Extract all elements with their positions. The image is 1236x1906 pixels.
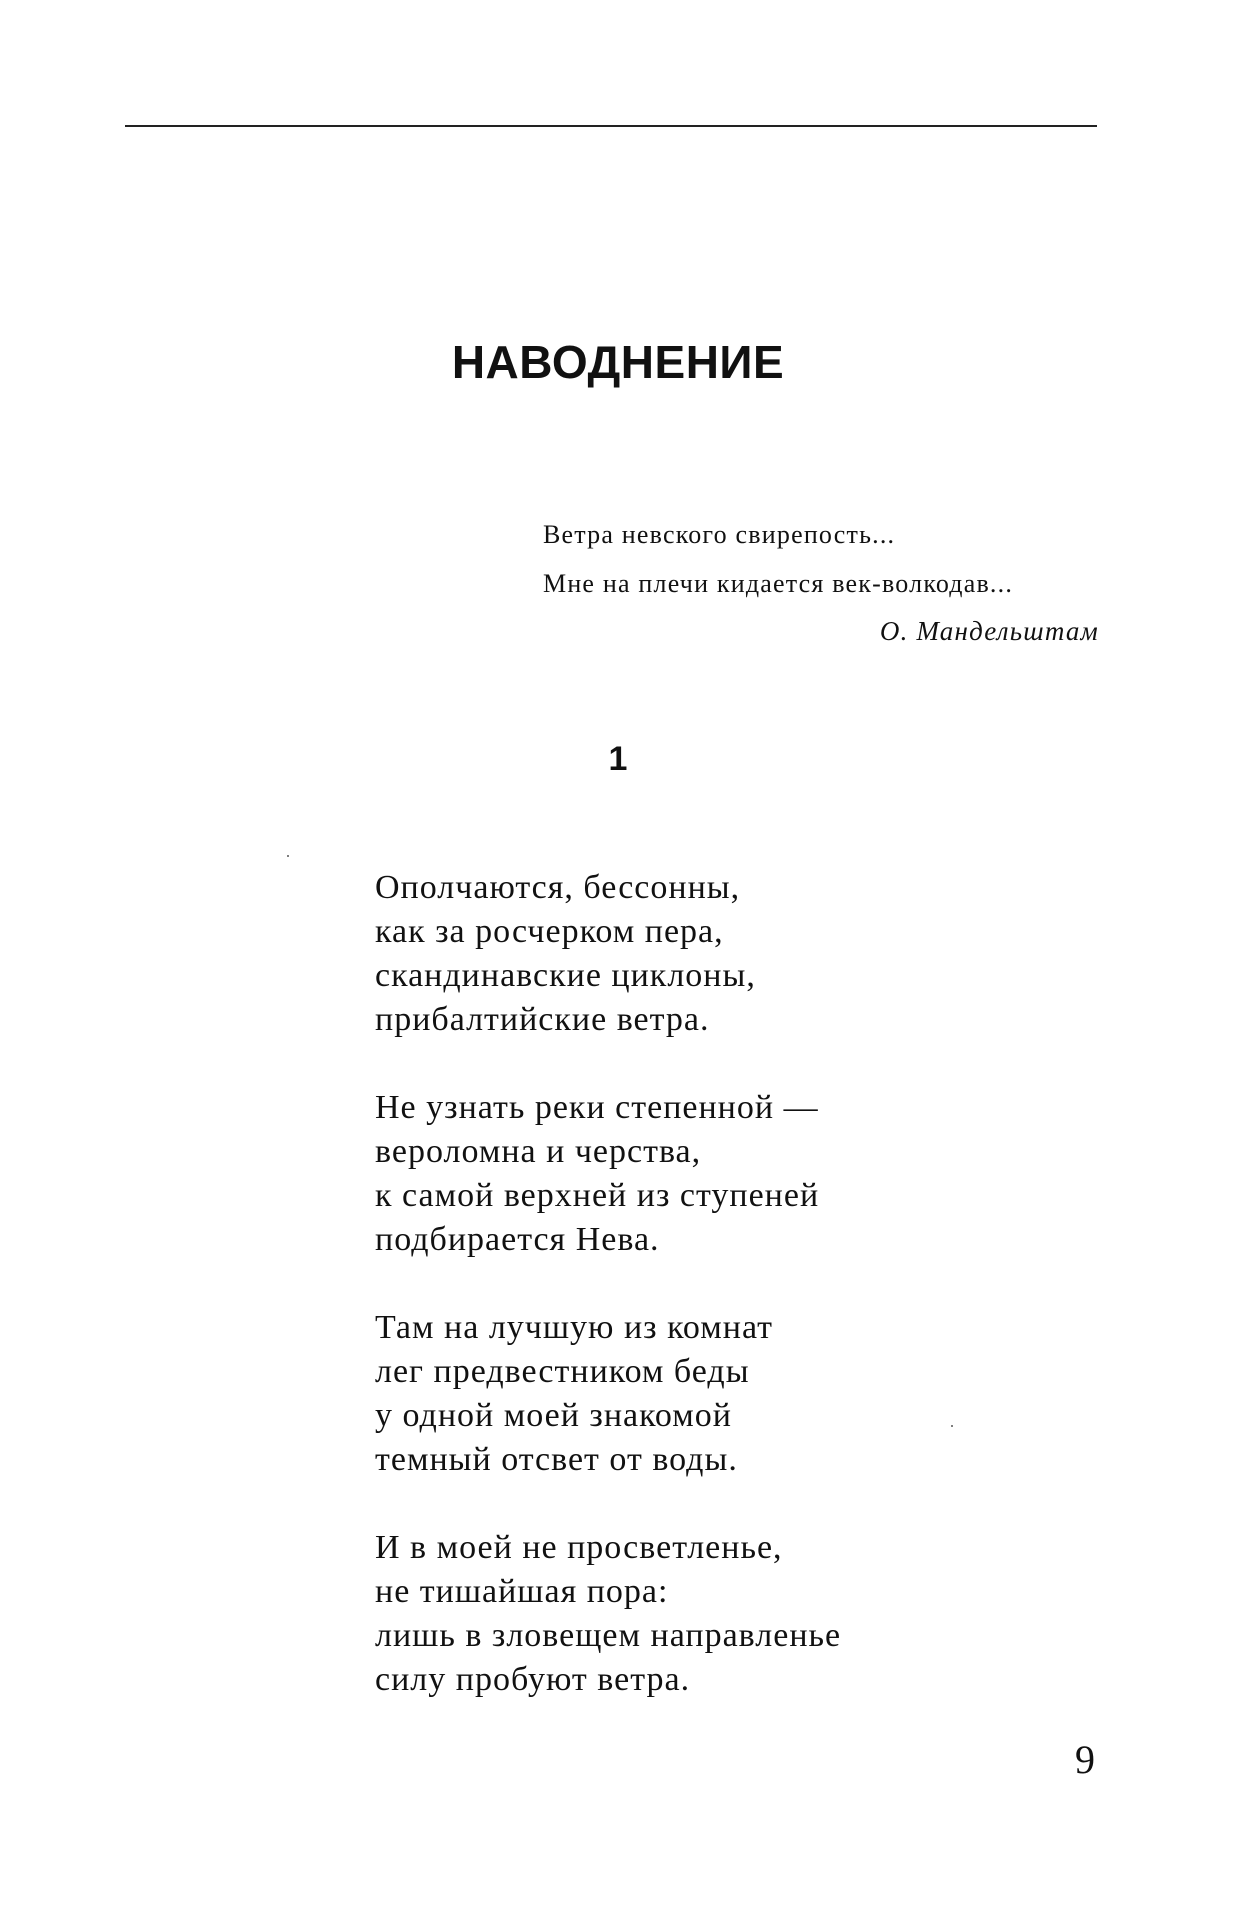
verse-line: скандинавские циклоны, (375, 957, 756, 994)
verse-line: И в моей не просветленье, (375, 1529, 783, 1566)
verse-line: подбирается Нева. (375, 1221, 660, 1258)
verse-line: силу пробуют ветра. (375, 1661, 691, 1698)
verse-line: у одной моей знакомой (375, 1397, 732, 1434)
verse-line: лишь в зловещем направленье (375, 1617, 842, 1654)
verse-line: Ополчаются, бессонны, (375, 869, 741, 906)
verse-line: как за росчерком пера, (375, 913, 724, 950)
verse-line: не тишайшая пора: (375, 1573, 669, 1610)
stanza (375, 1086, 1175, 1262)
epigraph-line: Ветра невского свирепость... (543, 520, 896, 549)
verse-line: к самой верхней из ступеней (375, 1177, 820, 1214)
stanza (375, 1306, 1175, 1482)
verse-line: Не узнать реки степенной — (375, 1089, 819, 1126)
top-rule (125, 125, 1097, 127)
verse-line: Там на лучшую из комнат (375, 1309, 774, 1346)
page-number: 9 (1075, 1737, 1095, 1782)
verse-line: прибалтийские ветра. (375, 1001, 710, 1038)
epigraph-line: Мне на плечи кидается век-волкодав... (543, 569, 1014, 598)
section-number: 1 (608, 740, 628, 778)
verse-line: вероломна и черства, (375, 1133, 702, 1170)
epigraph (543, 510, 1103, 647)
epigraph-author: О. Мандельштам (879, 616, 1099, 646)
poem-title: НАВОДНЕНИЕ (451, 336, 785, 388)
print-speck (951, 1425, 953, 1427)
stanza (375, 866, 1175, 1042)
poem-body (375, 866, 1175, 1746)
verse-line: темный отсвет от воды. (375, 1441, 738, 1478)
stanza (375, 1526, 1175, 1702)
verse-line: лег предвестником беды (375, 1353, 750, 1390)
print-speck (287, 855, 289, 857)
